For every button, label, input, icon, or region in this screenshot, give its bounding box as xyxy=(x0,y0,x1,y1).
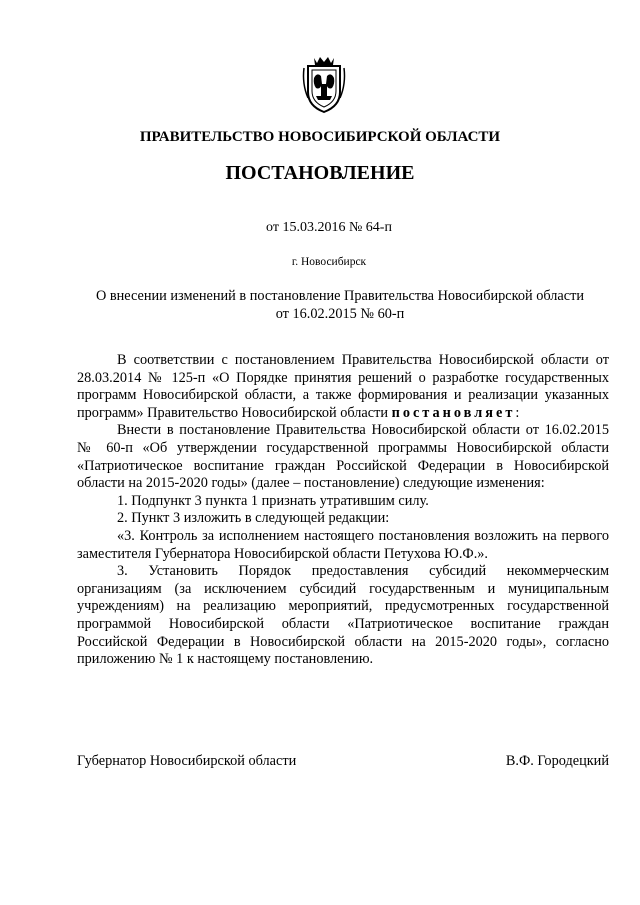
signature-block xyxy=(77,753,609,770)
resolves-word: постановляет xyxy=(391,404,516,421)
paragraph-amend: Внести в постановление Правительства Новосибирской области от 16.02.2015 № 60-п «Об утверждении государственной программы Новосибирской области «Патриотическое воспитание граждан Российской Федерации в Новосибирской области на 2015-2020 годы» (далее – постановление) следующие изменения: xyxy=(77,422,609,492)
paragraph-item-2: 2. Пункт 3 изложить в следующей редакции: xyxy=(117,510,390,527)
date-number: от 15.03.2016 № 64-п xyxy=(266,220,392,235)
preamble-text: В соответствии с постановлением Правительства Новосибирской области от 28.03.2014 № 125-п «О Порядке принятия решений о разработке государственных программ Новосибирской области, а также формирования и реализации указанных программ» Правительство Новосибирской области xyxy=(77,352,609,421)
document-type: ПОСТАНОВЛЕНИЕ xyxy=(225,162,415,184)
subject-line-1: О внесении изменений в постановление Правительства Новосибирской области xyxy=(95,288,585,304)
paragraph-item-2-text: «3. Контроль за исполнением настоящего постановления возложить на первого заместителя Губернатора Новосибирской области Петухова Ю.Ф.». xyxy=(77,527,609,562)
city: г. Новосибирск xyxy=(291,256,367,268)
organization-title: ПРАВИТЕЛЬСТВО НОВОСИБИРСКОЙ ОБЛАСТИ xyxy=(139,129,501,145)
preamble-colon: : xyxy=(515,404,520,421)
coat-of-arms-icon xyxy=(300,54,348,116)
paragraph-item-1: 1. Подпункт 3 пункта 1 признать утратившим силу. xyxy=(117,492,429,509)
paragraph-preamble xyxy=(77,352,609,422)
signatory-name: В.Ф. Городецкий xyxy=(505,753,609,769)
document-body xyxy=(77,352,609,669)
document-subject xyxy=(60,287,620,323)
subject-line-2: от 16.02.2015 № 60-п xyxy=(275,306,405,322)
paragraph-item-3: 3. Установить Порядок предоставления субсидий некоммерческим организациям (за исключением субсидий государственным и муниципальным учреждениям) на реализацию мероприятий, предусмотренных государственной программой Новосибирской области «Патриотическое воспитание граждан Российской Федерации в Новосибирской области на 2015-2020 годы», согласно приложению № 1 к настоящему постановлению. xyxy=(77,563,609,668)
signatory-position: Губернатор Новосибирской области xyxy=(77,753,297,769)
